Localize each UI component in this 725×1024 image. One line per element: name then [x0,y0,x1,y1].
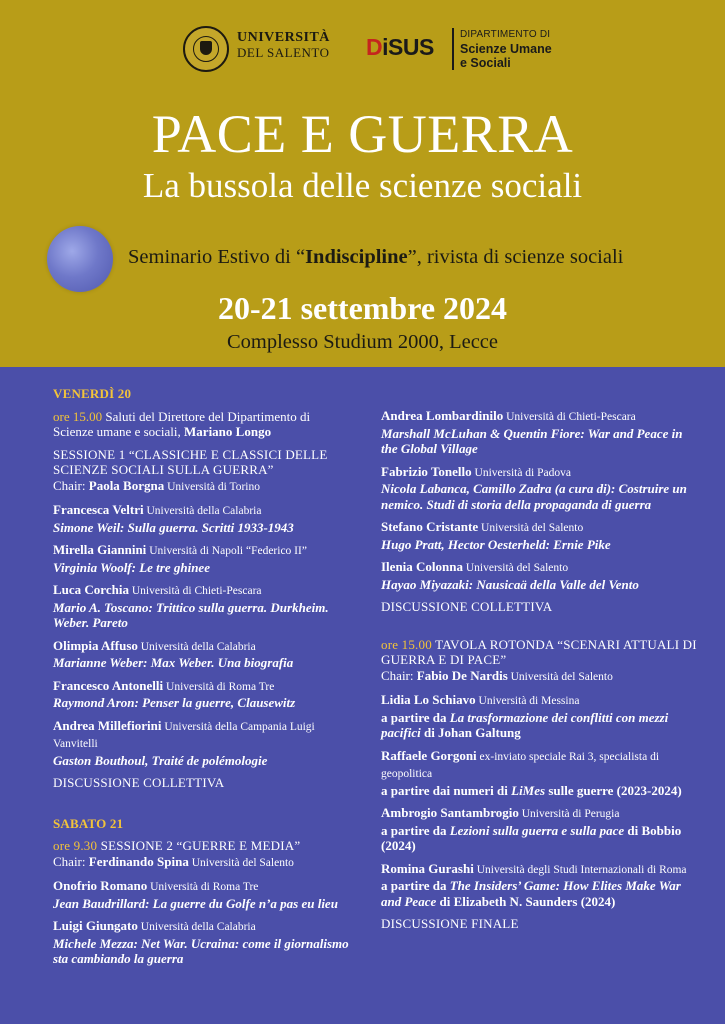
department-label: DIPARTIMENTO DI Scienze Umane e Sociali [460,29,552,70]
talk-item: Olimpia Affuso Università della Calabria Marianne Weber: Max Weber. Una biografia [53,637,294,670]
round-talk-item: Romina Gurashi Università degli Studi Internazionali di Roma a partire da The Insiders’ Game: How Elites Make War and Peace di Elizabeth N. Saunders (2024) [381,860,687,909]
saturday-discussion: DISCUSSIONE COLLETTIVA [381,599,553,614]
event-subtitle: La bussola delle scienze sociali [142,166,583,205]
talk-item: Mirella Giannini Università di Napoli “Federico II” Virginia Woolf: Le tre ghinee [53,542,307,575]
session2-chair: Chair: Ferdinando Spina Università del Salento [53,853,294,869]
talk-item: Andrea Lombardinilo Università di Chieti-Pescara Marshall McLuhan & Quentin Fiore: War and Peace in the Global Village [381,408,683,456]
round-talk-item: Lidia Lo Schiavo Università di Messina a partire da La trasformazione dei conflitti con mezzi pacifici di Johan Galtung [381,692,669,740]
event-title: PACE E GUERRA [151,104,574,164]
talk-item: Onofrio Romano Università di Roma Tre Jean Baudrillard: La guerre du Golfe n’a pas eu lieu [53,878,338,911]
disus-logo: DiSUS [366,34,434,60]
moon-orb-graphic [47,226,113,292]
round-table-title: ore 15.00 TAVOLA ROTONDA “SCENARI ATTUALI DI GUERRA E DI PACE” [381,636,697,667]
talk-item: Luigi Giungato Università della Calabria Michele Mezza: Net War. Ucraina: come il giornalismo sta cambiando la guerra [53,918,349,966]
talk-item: Francesco Antonelli Università di Roma Tre Raymond Aron: Penser la guerre, Clausewitz [53,677,296,710]
talk-item: Andrea Millefiorini Università della Campania Luigi Vanvitelli Gaston Bouthoul, Traité de polémologie [53,717,315,768]
session1-chair: Chair: Paola Borgna Università di Torino [53,477,260,493]
session2-title: ore 9.30 SESSIONE 2 “GUERRE E MEDIA” [53,838,301,853]
talk-item: Francesca Veltri Università della Calabria Simone Weil: Sulla guerra. Scritti 1933-1943 [53,502,294,535]
talk-item: Stefano Cristante Università del Salento Hugo Pratt, Hector Oesterheld: Ernie Pike [381,519,611,552]
talk-item: Fabrizio Tonello Università di Padova Nicola Labanca, Camillo Zadra (a cura di): Costruire un nemico. Studi di storia della propaganda di guerra [381,463,687,512]
final-discussion: DISCUSSIONE FINALE [381,916,519,931]
university-line1: UNIVERSITÀ [237,30,330,45]
seminar-line: Seminario Estivo di “Indiscipline”, rivista di scienze sociali [128,246,624,268]
program-right-column [381,408,701,932]
event-venue: Complesso Studium 2000, Lecce [226,331,499,353]
talk-item: Luca Corchia Università di Chieti-Pescara Mario A. Toscano: Trittico sulla guerra. Durkheim. Weber. Pareto [53,582,329,630]
logo-row [0,26,725,76]
day-heading-friday: VENERDÌ 20 [53,386,132,401]
talk-item: Ilenia Colonna Università del Salento Hayao Miyazaki: Nausicaä della Valle del Vento [381,559,639,592]
round-talk-item: Raffaele Gorgoni ex-inviato speciale Rai 3, specialista di geopolitica a partire dai numeri di LiMes sulle guerre (2023-2024) [381,747,682,798]
friday-discussion: DISCUSSIONE COLLETTIVA [53,775,225,790]
university-seal-icon [183,26,229,72]
round-talk-item: Ambrogio Santambrogio Università di Perugia a partire da Lezioni sulla guerra e sulla pace di Bobbio (2024) [381,805,682,853]
logo-divider [452,28,454,70]
university-logo [237,30,330,60]
event-dates: 20-21 settembre 2024 [217,290,508,326]
program-left-column [53,386,353,967]
opening-block: ore 15.00 Saluti del Direttore del Dipartimento di Scienze umane e sociali, Mariano Longo [53,408,311,439]
university-line2: DEL SALENTO [237,45,330,60]
round-table-chair: Chair: Fabio De Nardis Università del Salento [381,667,613,683]
day-heading-saturday: SABATO 21 [53,815,124,831]
session1-title: SESSIONE 1 “CLASSICHE E CLASSICI DELLE SCIENZE SOCIALI SULLA GUERRA” [53,446,328,477]
